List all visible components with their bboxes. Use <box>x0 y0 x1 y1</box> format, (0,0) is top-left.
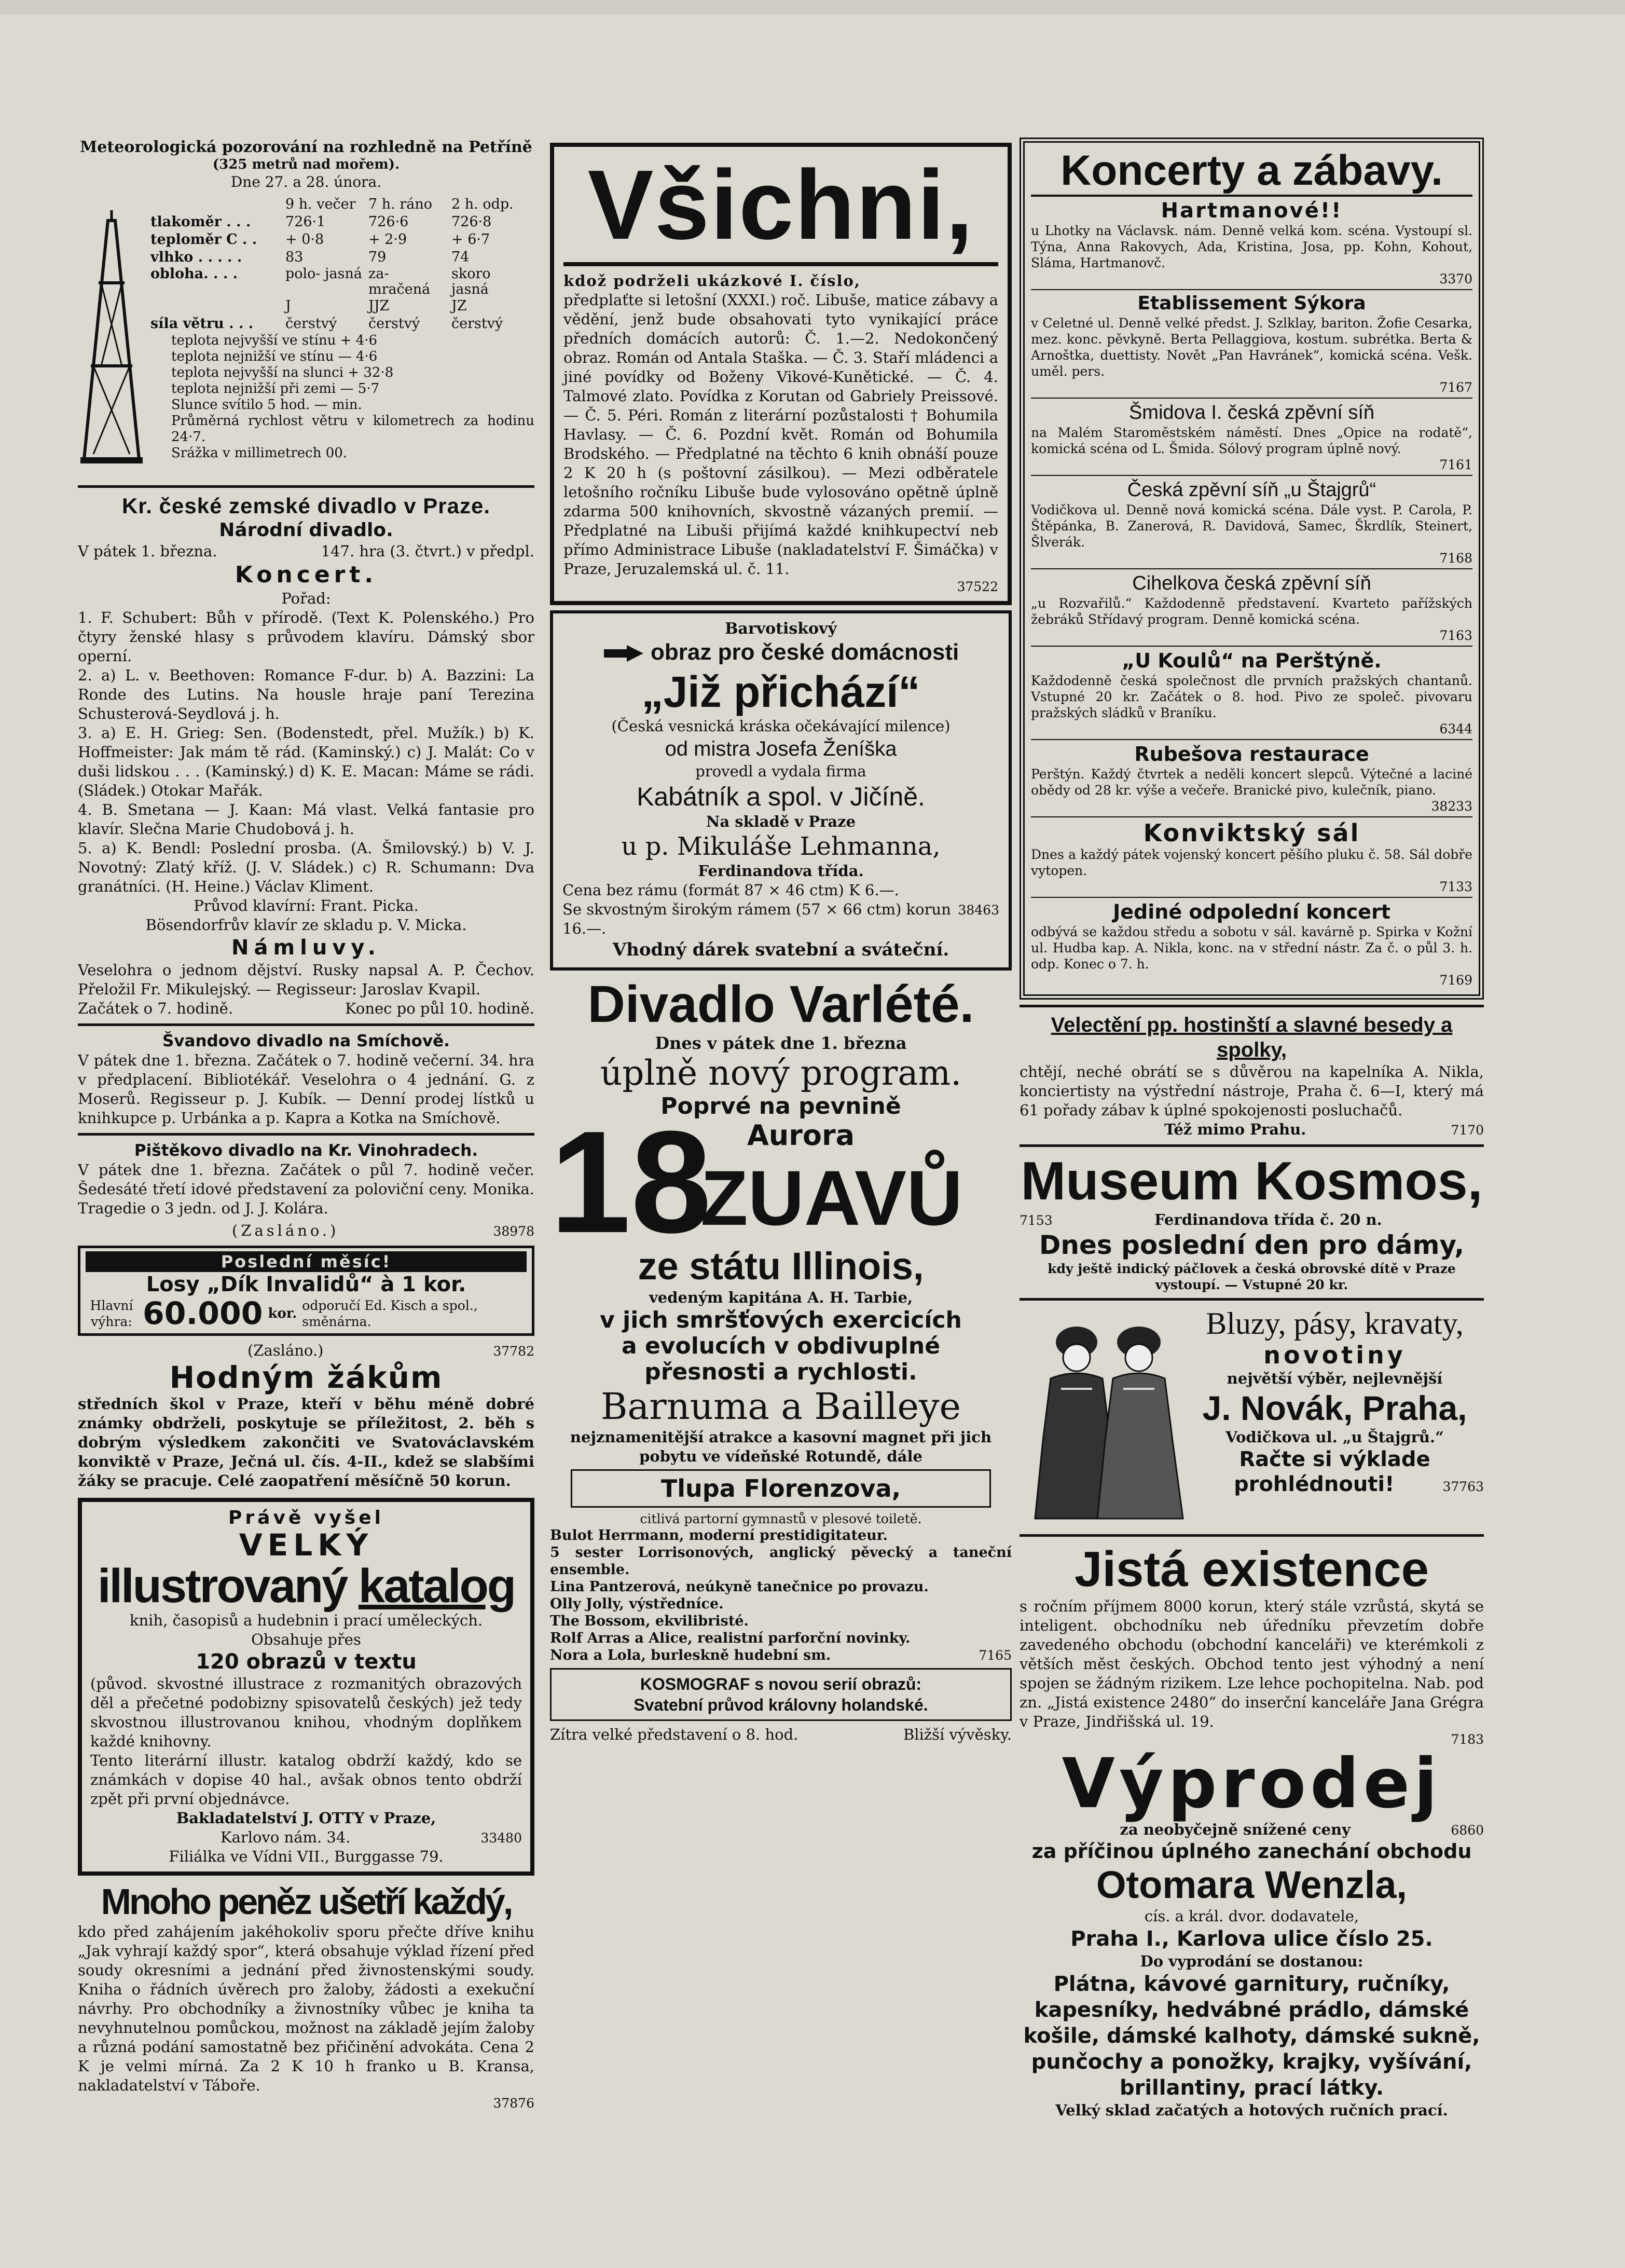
vyprodej-name: Otomara Wenzla, <box>1096 1863 1407 1906</box>
koncert-item-text: Dnes a každý pátek vojenský koncert pěšího pluku č. 58. Sál dobře vytopen. <box>1031 847 1472 878</box>
meteo-extra-line: teplota nejnižší ve stínu — 4·6 <box>171 349 378 364</box>
hodnym-ad <box>78 1360 534 1491</box>
ad-number: 7169 <box>1439 973 1472 988</box>
obraz-author: od mistra Josefa Ženíška <box>665 737 897 760</box>
novak-sub: největší výběr, nejlevnější <box>1227 1370 1443 1387</box>
program-heading: Pořad: <box>281 590 331 607</box>
vyprodej-goods: Plátna, kávové garnitury, ručníky, kapesníky, hedvábné prádlo, dámské košile, dámské kalhoty, dámské sukně, punčochy a ponožky, krajky, vyšívání, brillantiny, prací látky. <box>1023 1972 1480 2100</box>
meteo-cell: 83 <box>285 249 304 265</box>
obraz-price-2: Se skvostným širokým rámem (57 × 66 ctm) korun 16.—. <box>562 900 951 937</box>
lottery-seller: odporučí Ed. Kisch a spol., směnárna. <box>302 1298 478 1329</box>
existence-title: Jistá existence <box>1074 1541 1429 1597</box>
two-ladies-illustration-icon <box>1020 1306 1191 1524</box>
variete-act: Bulot Herrmann, moderní prestidigitateur. <box>550 1527 888 1543</box>
meteo-row <box>150 231 534 249</box>
ad-number: 37876 <box>493 2096 534 2111</box>
ad-number: 7170 <box>1451 1123 1484 1138</box>
koncerty-box <box>1020 138 1484 1000</box>
koncert-item-name: Šmidova I. česká zpěvní síň <box>1128 402 1375 423</box>
novak-title-1: Bluzy, pásy, kravaty, <box>1206 1306 1464 1341</box>
velectene-row <box>1020 1120 1484 1139</box>
vyprodej-title: Výprodej <box>1062 1744 1442 1824</box>
meteo-section <box>78 138 534 480</box>
ad-number: 37763 <box>1442 1479 1484 1494</box>
catalogue-title-2: katalog <box>358 1560 515 1613</box>
namluvy-times <box>78 999 534 1018</box>
vyprodej-sub-row <box>1020 1820 1484 1839</box>
variete-first: Poprvé na pevnině <box>660 1093 901 1119</box>
ad-number: 7168 <box>1439 551 1472 566</box>
koncert-item-name: „U Koulů“ na Perštýně. <box>1122 649 1382 672</box>
ad-number: 38978 <box>493 1224 534 1239</box>
theatre-date-row <box>78 542 534 561</box>
koncert-item <box>1031 290 1472 399</box>
concert-heading: Koncert. <box>235 562 378 588</box>
vsichni-text: předplaťte si letošní (XXXI.) roč. Libuše, matice zábavy a vědění, jenž bude obsahovati tyto vynikající práce předních domácích autorů: Č. 1.—2. Nedokončený obraz. Román od Antala Staška. — Č. 3. Staří mládenci a jiné povídky od Boženy Vikové-Kunětické. — Č. 4. Talmové zlato. Povídka z Korutan od Gabriely Preissové. — Č. 5. Péri. Román z literární pozůstalosti † Bohumila Havlasy. — Č. 6. Pozdní květ. Román od Bohumila Brodského. — Předplatné na těchto 6 knih obnáší pouze 2 K 20 h (s poštovní zásilkou). — Mezi odběratele letošního ročníku Libuše bude vylosováno opětně úplně zdarma 500 knihovních, skvostně vázaných premií. — Předplatné na Libuši přijímá každé knihkupectví neb přímo Administrace Libuše (nakladatelství F. Šimáčka) v Praze, Jeruzalemská ul. č. 11. <box>563 291 998 578</box>
zuavu-label: ZUAVŮ <box>700 1154 963 1241</box>
variete-date: Dnes v pátek dne 1. března <box>655 1033 907 1053</box>
mnoho-text: kdo před zahájením jakéhokoliv sporu přečte dříve knihu „Jak vyhrají každý spor“, která obsahuje výklad řízení před soudy okresními a jednání před živnostenskými soudy. Kniha o řádních úvěrech pro žaloby, žádosti a exekuční návrhy. Pro obchodníky a živnostníky vůbec je kniha ta nevyhnutelnou pomůckou, možnost na základě jejím žaloby a různá podání samostatně bez přičinění advokáta. Cena 2 K je velmi mírná. Za 2 K 10 h franko u B. Kransa, nakladatelství v Táboře. <box>78 1923 534 2094</box>
meteo-row <box>150 213 534 231</box>
meteo-title: Meteorologická pozorování na rozhledně na Petříně <box>80 138 532 156</box>
namluvy-heading: Námluvy. <box>231 936 381 960</box>
meteo-row <box>150 315 534 333</box>
ad-number: 7167 <box>1439 380 1472 395</box>
theatre-title: Kr. české zemské divadlo v Praze. <box>121 494 491 518</box>
meteo-cell: + 6·7 <box>451 231 490 248</box>
obraz-pre: Barvotiskový <box>725 620 837 638</box>
variete-act: The Bossom, ekvilibristé. <box>550 1613 749 1629</box>
catalogue-addr: Karlovo nám. 34. <box>220 1828 351 1846</box>
koncert-item-name: Jediné odpolední koncert <box>1113 900 1390 923</box>
novak-text-block <box>1186 1306 1484 1497</box>
koncert-item-text: Každodenně česká společnost dle prvních pražských chantanů. Vstupné 20 kr. Začátek o 8. hod. Pivo ze společ. pivovaru pražských sládků v Braníku. <box>1031 673 1472 720</box>
koncert-item <box>1031 647 1472 740</box>
kosmos-ad <box>1020 1152 1484 1293</box>
meteo-row <box>150 249 534 266</box>
koncert-item-text: Vodičkova ul. Denně nová komická scéna. Dále vyst. P. Carola, P. Štěpánka, B. Zanerová, R. Davidová, Samec, Škrdlík, Steinert, Šlverák. <box>1031 502 1472 550</box>
kosmograf-line-2: Svatební průvod královny holandské. <box>634 1696 928 1714</box>
koncert-item-name: Hartmanové!! <box>1161 199 1343 223</box>
variete-act: 5 sester Lorrisonových, anglický pěvecký a taneční ensemble. <box>550 1545 1012 1578</box>
meteo-extra-line: teplota nejnižší při zemi — 5·7 <box>171 381 380 397</box>
kosmos-note: kdy ještě indický páčlovek a česká obrovské dítě v Praze vystoupí. — Vstupné 20 kr. <box>1048 1261 1456 1292</box>
meteo-extra-line: Slunce svítilo 5 hod. — min. <box>171 397 362 413</box>
variete-state: ze státu Illinois, <box>638 1245 924 1288</box>
koncert-item-name: Rubešova restaurace <box>1134 743 1369 766</box>
variete-program: úplně nový program. <box>600 1053 962 1093</box>
koncert-item <box>1031 817 1472 898</box>
meteo-cell: 74 <box>451 249 470 265</box>
koncert-item-text: u Lhotky na Václavsk. nám. Denně velká kom. scéna. Vystoupí sl. Týna, Anna Rakovych, Ada, Kristina, Josa, pp. Kohn, Kohout, Sláma, Hartmanovč. <box>1031 223 1472 270</box>
velectene-text: chtějí, neché obrátí se s důvěrou na kapelníka A. Nikla, konciertisty na výstřední nástroje, Praha č. 6—I, který má 61 pořady zábav k úplné spokojenosti posluchačů. <box>1020 1063 1484 1119</box>
meteo-dates: Dne 27. a 28. února. <box>230 173 382 190</box>
lottery-ad <box>78 1246 534 1336</box>
zaslano-row <box>78 1341 534 1360</box>
ad-number: 6344 <box>1439 721 1472 736</box>
obraz-gift: Vhodný dárek svatební a sváteční. <box>612 939 949 960</box>
variete-footer-left: Zítra velké představení o 8. hod. <box>550 1726 798 1743</box>
catalogue-ad <box>78 1498 534 1876</box>
obraz-ad <box>550 610 1012 971</box>
column-left <box>78 138 534 2111</box>
hodnym-text: středních škol v Praze, kteří v běhu méně dobré známky obdrželi, poskytuje se příležitost, 2. běh s dobrým výsledkem zakončiti ve Svatováclavském konviktě v Praze, Ječná ul. čís. 4-II., kdež se slabšími žáky se pracuje. Celé zaopatření měsíčně 50 korun. <box>78 1395 534 1490</box>
namluvy-start: Začátek o 7. hodině. <box>78 1000 233 1017</box>
mnoho-ad <box>78 1881 534 2111</box>
lottery-title: Poslední měsíc! <box>86 1251 527 1272</box>
page-edge <box>0 0 1625 15</box>
divider <box>1020 1298 1484 1301</box>
theatre-date: V pátek 1. března. <box>78 542 217 560</box>
zuavu-count: 18 <box>550 1101 712 1263</box>
catalogue-addr-row <box>90 1828 522 1847</box>
meteo-extra-line: teplota nejvyšší na slunci + 32·8 <box>171 365 394 380</box>
meteo-col-3: 2 h. odp. <box>451 196 514 212</box>
column-middle <box>550 138 1012 1744</box>
vyprodej-sub: za neobyčejně snížené ceny <box>1120 1821 1351 1838</box>
ad-number: 7161 <box>1439 457 1472 472</box>
pointing-hand-icon <box>603 644 644 663</box>
variete-barnum: Barnuma a Bailleye <box>601 1385 961 1428</box>
tlupa-title: Tlupa Florenzova, <box>660 1474 901 1502</box>
obraz-line-row <box>562 638 999 667</box>
catalogue-title-1: illustrovaný <box>97 1560 347 1613</box>
obraz-desc: (Česká vesnická kráska očekávající milence) <box>611 717 951 735</box>
meteo-row-label: obloha. . . . <box>150 266 238 282</box>
prize-amount: 60.000 <box>143 1295 263 1332</box>
vinohrady-title: Pištěkovo divadlo na Kr. Vinohradech. <box>134 1141 478 1160</box>
catalogue-contains: Obsahuje přes <box>251 1631 361 1648</box>
koncert-item-name: Česká zpěvní síň „u Štajgrů“ <box>1127 479 1376 501</box>
variete-line-3: přesnosti a rychlosti. <box>644 1359 917 1385</box>
vyprodej-reason: za příčinou úplného zanechání obchodu <box>1031 1840 1472 1863</box>
ad-number: 33480 <box>480 1830 522 1846</box>
meteo-extra <box>150 333 534 461</box>
meteo-extra-line: Srážka v millimetrech 00. <box>171 445 348 461</box>
vsichni-lead: kdož podrželi ukázkové I. číslo, <box>563 272 861 290</box>
obraz-shop: u p. Mikuláše Lehmanna, <box>621 832 941 861</box>
piano-note: Bösendorfrův klavír ze skladu p. V. Micka. <box>145 916 467 934</box>
obraz-street: Ferdinandova třída. <box>698 862 864 880</box>
variete-act: Nora a Lola, burleskně hudební sm. <box>550 1647 831 1663</box>
meteo-row <box>150 297 534 315</box>
lottery-prize-row <box>86 1297 527 1330</box>
catalogue-sub: knih, časopisů a hudebnin i prací uměleckých. <box>129 1611 483 1629</box>
meteo-cell: 726·1 <box>285 214 326 230</box>
novak-cta-2: prohlédnouti! <box>1234 1472 1395 1496</box>
meteo-cell: + 2·9 <box>368 231 407 248</box>
koncert-item <box>1031 197 1472 290</box>
meteo-cell: 79 <box>368 249 387 265</box>
meteo-header <box>150 196 534 213</box>
meteo-col-1: 9 h. večer <box>285 196 356 212</box>
petrin-tower-icon <box>78 210 145 470</box>
novak-cta-1: Račte si výklade <box>1239 1447 1430 1471</box>
existence-text: s ročním příjmem 8000 korun, který stále vzrůstá, skytá se inteligent. obchodníku neb úředníku převzetím dobře zavedeného obchodu (obchodní kanceláři) ve kterémkoli z větších měst českých. Obchod tento jest výhodný a není spojen se žádným rizikem. Lze lehce pochopitelna. Nab. pod zn. „Jistá existence 2480“ do inserční kanceláře Jana Grégra v Praze, Jindřišská ul. 19. <box>1020 1597 1484 1730</box>
obraz-line: obraz pro české domácnosti <box>651 639 959 665</box>
program-item: 3. a) E. H. Grieg: Sen. (Bodenstedt, přel. Mužík.) b) K. Hoffmeister: Jak mám tě rád. (Kaminský.) c) J. Malát: Co v duši lidskou . . . (Kaminský.) d) K. E. Macan: Máme se rádi. (Sládek.) Otokar Mařák. <box>78 724 534 799</box>
velectene-title: Velectění pp. hostinští a slavné besedy a spolky, <box>1051 1014 1453 1061</box>
divider <box>78 1133 534 1136</box>
kosmos-addr: Ferdinandova třída č. 20 n. <box>1154 1211 1382 1228</box>
variete-ad <box>550 976 1012 1744</box>
program-item: 2. a) L. v. Beethoven: Romance F-dur. b) A. Bazzini: La Ronde des Lutins. Na housle hraje paní Terezina Schusterová-Seydlová j. h. <box>78 666 534 722</box>
meteo-cell: skoro jasná <box>451 266 491 297</box>
kosmograf-box <box>550 1668 1012 1721</box>
novak-name: J. Novák, Praha, <box>1202 1389 1467 1427</box>
smichov-section <box>78 1031 534 1128</box>
variete-line-1: v jich smršťových exercicích <box>600 1307 962 1333</box>
obraz-firm: Kabátník a spol. v Jičíně. <box>637 782 925 811</box>
koncert-item-name: Konviktský sál <box>1143 819 1360 847</box>
obraz-provedl: provedl a vydala firma <box>695 762 866 780</box>
tlupa-box <box>571 1469 991 1508</box>
ad-number: 7165 <box>979 1648 1012 1663</box>
meteo-row-label: síla větru . . . <box>150 316 254 332</box>
divider <box>1020 1534 1484 1537</box>
zaslano-label: (Zasláno.) <box>247 1342 324 1359</box>
variete-act-row <box>550 1647 1012 1664</box>
smichov-title: Švandovo divadlo na Smíchově. <box>162 1032 450 1050</box>
koncert-item-name: Etablissement Sýkora <box>1137 293 1366 314</box>
variete-footer <box>550 1725 1012 1744</box>
kosmograf-line-1: KOSMOGRAF s novou serií obrazů: <box>640 1675 922 1693</box>
obraz-price-row <box>562 900 999 938</box>
variete-act: Lina Pantzerová, neúkyně tanečnice po provazu. <box>550 1579 929 1595</box>
koncerty-title: Koncerty a zábavy. <box>1031 147 1472 197</box>
tlupa-sub: citlivá partorní gymnastů v plesové toiletě. <box>640 1511 922 1526</box>
theatre-subscription: 147. hra (3. čtvrt.) v předpl. <box>321 542 534 560</box>
lottery-line: Losy „Dík Invalidů“ à 1 kor. <box>146 1273 466 1296</box>
hodnym-title: Hodným žákům <box>169 1360 443 1395</box>
existence-ad <box>1020 1542 1484 1747</box>
meteo-cell: čerstvý <box>451 316 503 332</box>
catalogue-count: 120 obrazů v textu <box>196 1650 417 1674</box>
divider <box>1020 1005 1484 1007</box>
mnoho-title: Mnoho peněz ušetří každý, <box>101 1881 512 1922</box>
velectene-ad <box>1020 1013 1484 1139</box>
theatre-section <box>78 493 534 1018</box>
divider <box>78 485 534 488</box>
meteo-row-label: teploměr C . . <box>150 231 257 248</box>
novak-title-2: novotiny <box>1263 1341 1406 1369</box>
vyprodej-cis: cís. a král. dvor. dodavatele, <box>1144 1907 1359 1925</box>
meteo-row-label: vlhko . . . . . <box>150 249 242 265</box>
program-item: 4. B. Smetana — J. Kaan: Má vlast. Velká fantasie pro klavír. Slečna Marie Chudobová j. h. <box>78 801 534 838</box>
obraz-title: „Již přichází“ <box>641 667 920 716</box>
variete-captain: vedeným kapitána A. H. Tarbie, <box>649 1289 913 1306</box>
divider <box>563 262 998 266</box>
meteo-extra-line: teplota nejvyšší ve stínu + 4·6 <box>171 333 378 348</box>
ad-number: 37782 <box>493 1344 534 1359</box>
meteo-row <box>150 266 534 297</box>
theatre-subtitle: Národní divadlo. <box>219 520 393 541</box>
catalogue-seller: Bakladatelství J. OTTY v Praze, <box>176 1809 436 1827</box>
koncert-item <box>1031 476 1472 569</box>
meteo-extra-line: Průměrná rychlost větru v kilometrech za hodinu 24·7. <box>171 413 534 445</box>
variete-line-2: a evolucích v obdivuplné <box>621 1333 941 1359</box>
meteo-cell: + 0·8 <box>285 231 324 248</box>
ad-number: 38463 <box>958 903 999 918</box>
catalogue-pre: Právě vyšel <box>228 1507 384 1528</box>
namluvy-desc: Veselohra o jednom dějství. Rusky napsal A. P. Čechov. Přeložil Fr. Mikulejský. — Regisseur: Jaroslav Kvapil. <box>78 961 534 998</box>
koncert-item-text: Perštýn. Každý čtvrtek a neděli koncert slepců. Výtečné a laciné obědy od 28 kr. výše a večeře. Branické pivo, kulečník, piano. <box>1031 767 1472 798</box>
zaslano-row <box>78 1221 534 1240</box>
smichov-text: V pátek dne 1. března. Začátek o 7. hodině večerní. 34. hra v předplacení. Bibliotékář. Veselohra o 4 jednání. G. z Moserů. Regisseur p. J. Kubík. — Denní prodej lístků u knihkupce p. Urbánka a p. Kapra a Kotka na Smíchově. <box>78 1051 534 1127</box>
ad-number: 6860 <box>1451 1823 1484 1838</box>
meteo-cell: čerstvý <box>285 316 337 332</box>
vyprodej-addr: Praha I., Karlova ulice číslo 25. <box>1070 1927 1433 1951</box>
divider <box>1020 1144 1484 1147</box>
meteo-table <box>150 196 534 461</box>
meteo-cell: 726·8 <box>451 214 492 230</box>
vyprodej-until: Do vyprodání se dostanou: <box>1140 1952 1364 1970</box>
koncert-item <box>1031 399 1472 476</box>
divider <box>78 1023 534 1026</box>
meteo-col-2: 7 h. ráno <box>368 196 432 212</box>
vsichni-title: Všichni, <box>587 150 974 260</box>
koncert-item <box>1031 898 1472 990</box>
ad-number: 7163 <box>1439 628 1472 643</box>
prize-unit: kor. <box>268 1306 297 1321</box>
ad-number: 37522 <box>957 579 998 594</box>
ad-number: 7133 <box>1439 879 1472 894</box>
kosmos-addr-row <box>1020 1210 1484 1229</box>
novak-cta-row <box>1186 1472 1484 1497</box>
meteo-cell: za- mračená <box>368 266 431 297</box>
meteo-cell: J <box>285 298 291 314</box>
meteo-cell: polo- jasná <box>285 266 362 282</box>
novak-ad <box>1020 1306 1484 1529</box>
velectene-tez: Též mimo Prahu. <box>1164 1121 1306 1138</box>
meteo-cell: JJZ <box>368 298 390 314</box>
vinohrady-text: V pátek dne 1. března. Začátek o půl 7. hodině večer. Šedesáté třetí idové představení za poloviční ceny. Monika. Tragedie o 3 jedn. od J. J. Kolára. <box>78 1161 534 1217</box>
variete-title: Divadlo Varlété. <box>587 975 974 1033</box>
catalogue-text-2: Tento literární illustr. katalog obdrží každý, kdo se známkách v dopise 40 hal., avšak obnos tento obdrží zpět při první objednávce. <box>90 1752 522 1808</box>
variete-attr: nejznamenitější atrakce a kasovní magnet při jich pobytu ve vídeňské Rotundě, dále <box>570 1428 992 1465</box>
meteo-row-label: tlakoměr . . . <box>150 214 251 230</box>
ad-number: 38233 <box>1431 799 1472 814</box>
obraz-price-1: Cena bez rámu (formát 87 × 46 ctm) K 6.—. <box>562 881 899 899</box>
kosmos-line: Dnes poslední den pro dámy, <box>1039 1230 1465 1260</box>
koncert-item <box>1031 740 1472 817</box>
meteo-subtitle: (325 metrů nad mořem). <box>212 157 400 172</box>
obraz-sklad: Na skladě v Praze <box>706 813 856 830</box>
vinohrady-section <box>78 1141 534 1218</box>
koncert-item-text: na Malém Staroměstském náměstí. Dnes „Opice na rodatě“, komická scéna od L. Šmida. Sólový program úplně nový. <box>1031 425 1472 456</box>
catalogue-title <box>90 1561 522 1611</box>
ad-number: 7153 <box>1020 1213 1053 1228</box>
vsichni-ad <box>550 143 1012 605</box>
koncert-item-text: odbývá se každou středu a sobotu v sál. kavárně p. Spirka v Kožní ul. Hudba kap. A. Nikla, konc. na v střední nástr. Za č. o půl 3. h. odp. Konec o 7. h. <box>1031 924 1472 972</box>
variete-act: Rolf Arras a Alice, realistní parforční novinky. <box>550 1630 911 1646</box>
ad-number: 7183 <box>1451 1732 1484 1747</box>
novak-addr: Vodičkova ul. „u Štajgrů.“ <box>1225 1428 1444 1446</box>
kosmos-title: Museum Kosmos, <box>1021 1151 1483 1211</box>
meteo-cell: 726·6 <box>368 214 409 230</box>
catalogue-branch: Filiálka ve Vídni VII., Burggasse 79. <box>169 1848 444 1865</box>
vyprodej-footer: Velký sklad začatých a hotových ručních prací. <box>1055 2101 1448 2119</box>
program-item: 5. a) K. Bendl: Poslední prosba. (A. Šmilovský.) b) V. J. Novotný: Zlatý kříž. (J. V. Sládek.) c) R. Schumann: Dva granátníci. (H. Heine.) Václav Kliment. <box>78 839 534 895</box>
koncert-item <box>1031 569 1472 647</box>
koncert-item-name: Cihelkova česká zpěvní síň <box>1132 572 1371 594</box>
meteo-cell: čerstvý <box>368 316 420 332</box>
zaslano-label: (Zasláno.) <box>232 1222 339 1239</box>
variete-footer-right: Bližší vývěsky. <box>903 1726 1012 1743</box>
accompaniment: Průvod klavírní: Frant. Picka. <box>194 897 419 914</box>
program-item: 1. F. Schubert: Bůh v přírodě. (Text K. Polenského.) Pro čtyry ženské hlasy s průvodem klavíru. Dámský sbor operní. <box>78 609 534 665</box>
aurora-name: Aurora <box>747 1119 855 1152</box>
prize-label: Hlavní výhra: <box>90 1298 133 1329</box>
namluvy-end: Konec po půl 10. hodině. <box>345 1000 534 1017</box>
column-right <box>1020 138 1484 2120</box>
variete-act: Olly Jolly, výstředníce. <box>550 1596 724 1612</box>
koncert-item-text: v Celetné ul. Denně velké předst. J. Szlklay, bariton. Žofie Cesarka, mez. konc. pěvkyně. Berta Pellaggiova, kostum. subrétka. Berta & Arnoštka, duettisty. Novět „Pan Havránek“, komická scéna. Vešk. uměl. pers. <box>1031 316 1472 379</box>
catalogue-velky: VELKÝ <box>239 1527 374 1563</box>
meteo-cell: JZ <box>451 298 467 314</box>
catalogue-text: (původ. skvostné illustrace z rozmanitých obrazových děl a přečetné podobizny spisovatelů českých) jež tedy skvostnou illustrovanou knihou, vhodným doplňkem každé knihovny. <box>90 1675 522 1750</box>
ad-number: 3370 <box>1439 271 1472 286</box>
vyprodej-ad <box>1020 1744 1484 2120</box>
meteo-row-label <box>150 297 285 315</box>
koncert-item-text: „u Rozvařilů.“ Každodenně představení. Kvarteto pařížských žebráků Střídavý program. Denně komická scéna. <box>1031 596 1472 627</box>
